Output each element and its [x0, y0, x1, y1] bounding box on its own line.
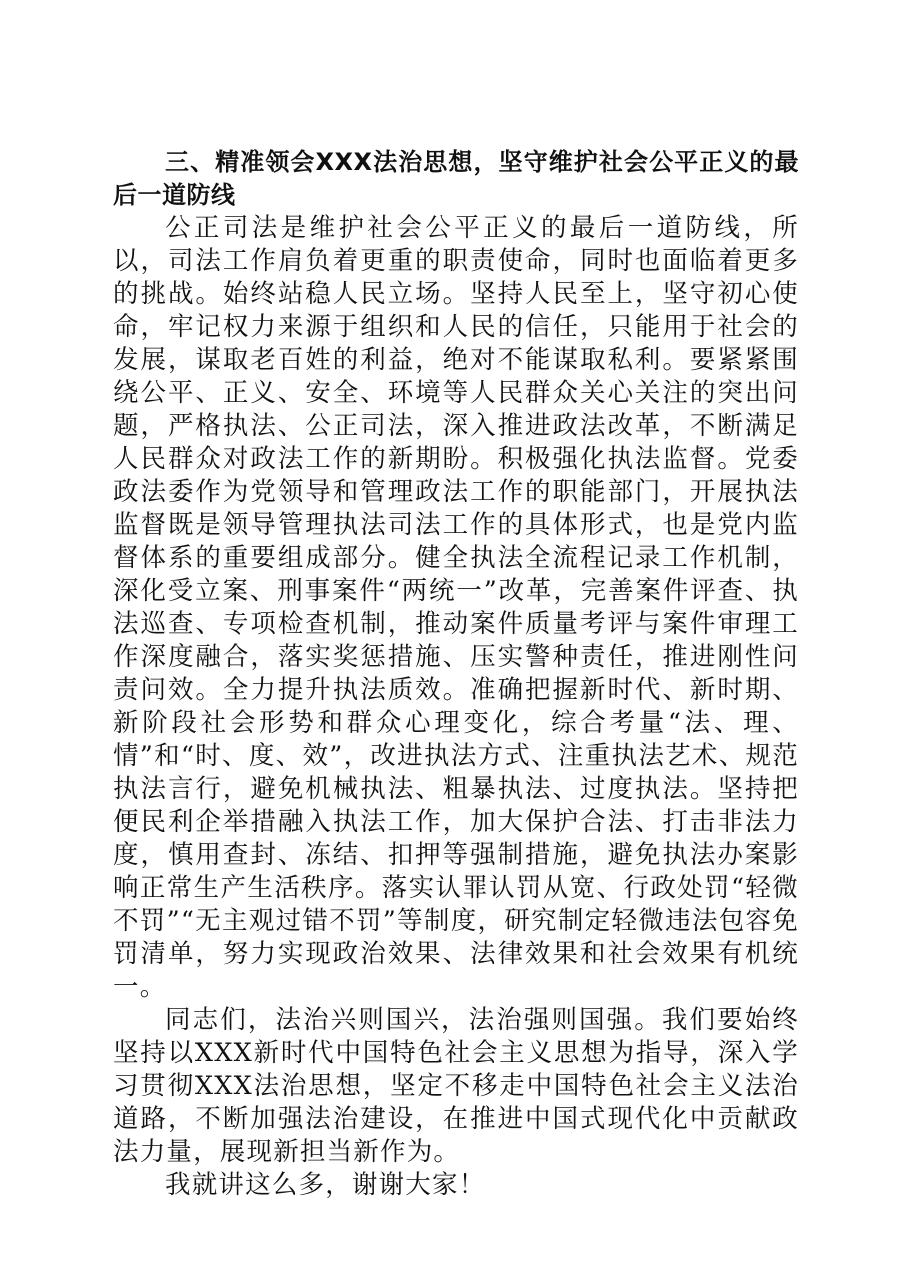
body-paragraph-judicial-justice: 公正司法是维护社会公平正义的最后一道防线，所以，司法工作肩负着更重的职责使命，同时也面临着更多的挑战。始终站稳人民立场。坚持人民至上，坚守初心使命，牢记权力来源于组织和人民的信任，只能用于社会的发展，谋取老百姓的利益，绝对不能谋取私利。要紧紧围绕公平、正义、安全、环境等人民群众关心关注的突出问题，严格执法、公正司法，深入推进政法改革，不断满足人民群众对政法工作的新期盼。积极强化执法监督。党委政法委作为党领导和管理政法工作的职能部门，开展执法监督既是领导管理执法司法工作的具体形式，也是党内监督体系的重要组成部分。健全执法全流程记录工作机制，深化受立案、刑事案件“两统一”改革，完善案件评查、执法巡查、专项检查机制，推动案件质量考评与案件审理工作深度融合，落实奖惩措施、压实警种责任，推进刚性问责问效。全力提升执法质效。准确把握新时代、新时期、新阶段社会形势和群众心理变化，综合考量“法、理、情”和“时、度、效”，改进执法方式、注重执法艺术、规范执法言行，避免机械执法、粗暴执法、过度执法。坚持把便民利企举措融入执法工作，加大保护合法、打击非法力度，慎用查封、冻结、扣押等强制措施，避免执法办案影响正常生产生活秩序。落实认罪认罚从宽、行政处罚“轻微不罚”“无主观过错不罚”等制度，研究制定轻微违法包容免罚清单，努力实现政治效果、法律效果和社会效果有机统一。	[113, 213, 799, 1002]
body-paragraph-rule-of-law: 同志们，法治兴则国兴，法治强则国强。我们要始终坚持以XXX新时代中国特色社会主义思想为指导，深入学习贯彻XXX法治思想，坚定不移走中国特色社会主义法治道路，不断加强法治建设，在推进中国式现代化中贡献政法力量，展现新担当新作为。	[113, 1005, 799, 1167]
closing-remark: 我就讲这么多，谢谢大家！	[165, 1170, 486, 1200]
document-page	[113, 146, 799, 1202]
section-heading: 三、精准领会XXX法治思想，坚守维护社会公平正义的最后一道防线	[113, 148, 799, 209]
